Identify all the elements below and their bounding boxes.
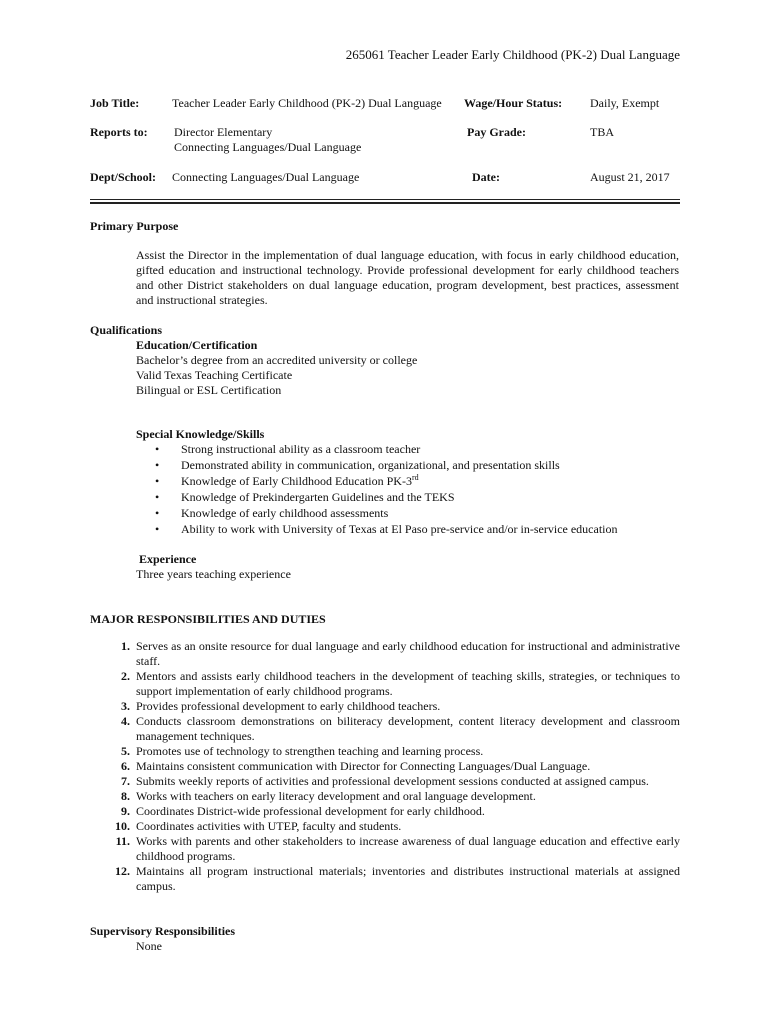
skill-item: • Knowledge of early childhood assessments [155, 505, 618, 521]
education-item: Bilingual or ESL Certification [136, 383, 282, 397]
education-heading: Education/Certification [136, 338, 258, 352]
duty-item: 4. Conducts classroom demonstrations on biliteracy development, content literacy development and classroom management techniques. [121, 714, 680, 743]
qualifications-heading: Qualifications [90, 323, 163, 337]
duty-item: 3. Provides professional development to early childhood teachers. [121, 699, 441, 713]
duty-item: 9. Coordinates District-wide professional development for early childhood. [121, 804, 485, 818]
duty-item: 7. Submits weekly reports of activities and professional development sessions conducted at assigned campus. [121, 774, 649, 788]
duties-heading: MAJOR RESPONSIBILITIES AND DUTIES [90, 612, 326, 626]
reports-to-label: Reports to: [90, 125, 148, 139]
supervisory-heading: Supervisory Responsibilities [90, 924, 236, 938]
ordinal-suffix: rd [411, 473, 419, 482]
experience-text: Three years teaching experience [136, 567, 291, 581]
date-label: Date: [472, 170, 500, 184]
pay-grade-label: Pay Grade: [467, 125, 526, 139]
dept-school-label: Dept/School: [90, 170, 156, 184]
duty-item: 8. Works with teachers on early literacy development and oral language development. [121, 789, 536, 803]
experience-heading: Experience [139, 552, 197, 566]
skill-item: • Knowledge of Early Childhood Education PK-3rd [155, 473, 618, 489]
primary-purpose-heading: Primary Purpose [90, 219, 179, 233]
education-item: Bachelor’s degree from an accredited university or college [136, 353, 418, 367]
skill-item: • Demonstrated ability in communication, organizational, and presentation skills [155, 457, 618, 473]
duties-list [106, 639, 680, 894]
pay-grade-value: TBA [590, 125, 614, 139]
skills-heading: Special Knowledge/Skills [136, 427, 265, 441]
skills-list [155, 441, 618, 537]
duty-item: 1. Serves as an onsite resource for dual language and early childhood education for instructional and administrative staff. [121, 639, 680, 668]
document-title: 265061 Teacher Leader Early Childhood (PK-2) Dual Language [345, 47, 680, 62]
job-title-label: Job Title: [90, 96, 140, 110]
dept-school-value: Connecting Languages/Dual Language [172, 170, 360, 184]
reports-to-value-line1: Director Elementary [174, 125, 273, 139]
duty-item: 10. Coordinates activities with UTEP, faculty and students. [115, 819, 402, 833]
skill-item: • Strong instructional ability as a classroom teacher [155, 441, 618, 457]
skill-item: • Knowledge of Prekindergarten Guidelines and the TEKS [155, 489, 618, 505]
duty-item: 5. Promotes use of technology to strengthen teaching and learning process. [121, 744, 484, 758]
divider-thin [90, 199, 680, 200]
reports-to-value-line2: Connecting Languages/Dual Language [174, 140, 362, 154]
date-value: August 21, 2017 [590, 170, 670, 184]
duty-item: 12. Maintains all program instructional materials; inventories and distributes instructional materials at assigned campus. [115, 864, 680, 893]
education-item: Valid Texas Teaching Certificate [136, 368, 293, 382]
job-title-value: Teacher Leader Early Childhood (PK-2) Dual Language [172, 96, 442, 110]
divider-thick [90, 202, 680, 204]
wage-hour-value: Daily, Exempt [590, 96, 660, 110]
duty-item: 11. Works with parents and other stakeholders to increase awareness of dual language education and effective early childhood programs. [115, 834, 680, 863]
supervisory-text: None [136, 939, 162, 953]
duty-item: 2. Mentors and assists early childhood teachers in the development of teaching skills, strategies, or techniques to support implementation of early childhood programs. [121, 669, 680, 698]
wage-hour-label: Wage/Hour Status: [464, 96, 563, 110]
duty-item: 6. Maintains consistent communication with Director for Connecting Languages/Dual Language. [121, 759, 591, 773]
primary-purpose-text: Assist the Director in the implementation of dual language education, with focus in early childhood education, gifted education and instructional technology. Provide professional development for early childhood teachers and other District stakeholders on dual language education, program development, best practices, assessment and instructional strategies. [136, 248, 679, 307]
skill-item: • Ability to work with University of Texas at El Paso pre-service and/or in-service education [155, 521, 618, 537]
